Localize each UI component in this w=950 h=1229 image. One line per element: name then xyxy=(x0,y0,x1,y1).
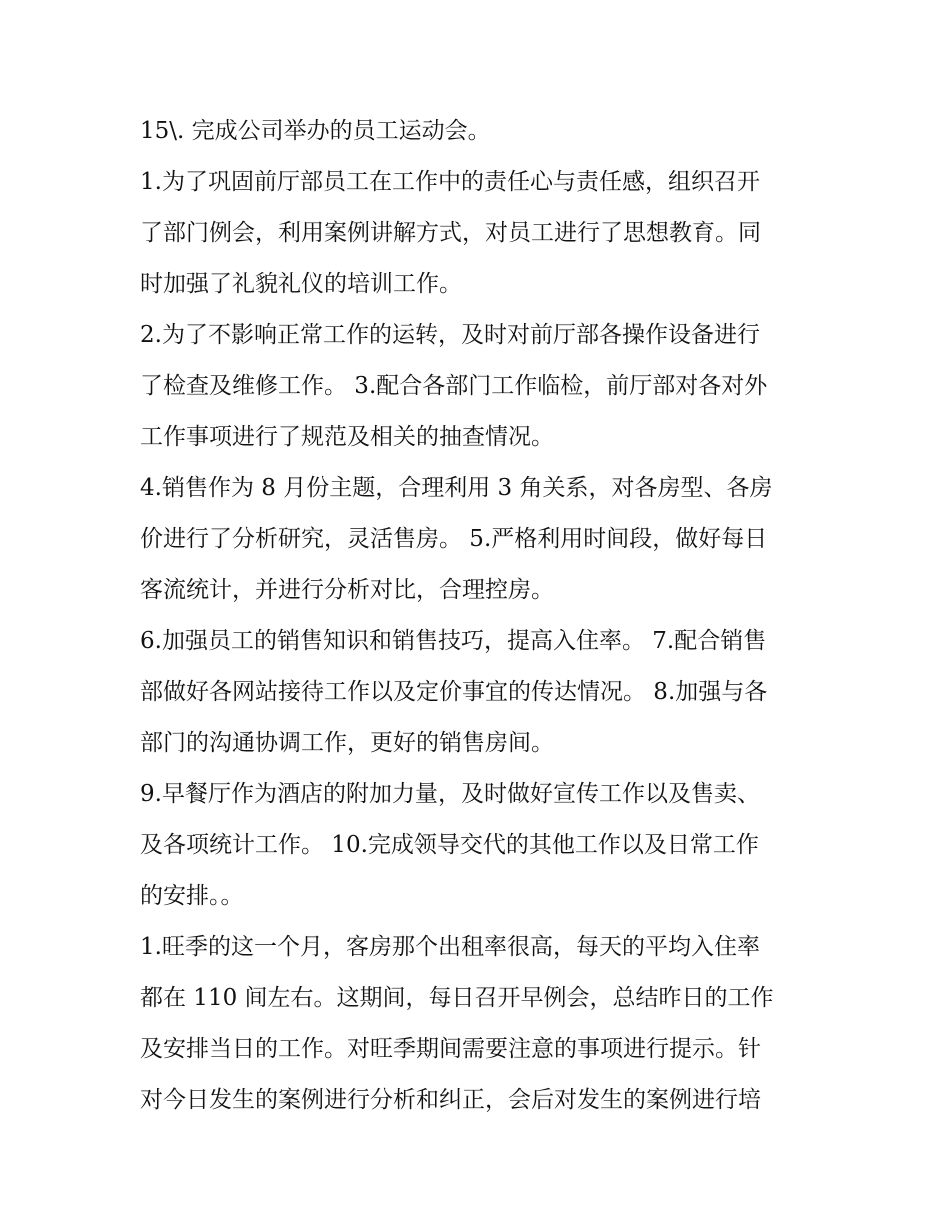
text-line: 15\. 完成公司举办的员工运动会。 xyxy=(140,118,491,144)
text-line: 工作事项进行了规范及相关的抽查情况。 xyxy=(140,424,554,450)
paragraph-item-9 xyxy=(140,769,820,922)
text-line: 了部门例会，利用案例讲解方式，对员工进行了思想教育。同 xyxy=(140,220,761,246)
paragraph-item-1-frontdesk xyxy=(140,157,820,310)
paragraph-item-15 xyxy=(140,106,820,157)
document-body xyxy=(140,106,820,1126)
text-line: 部门的沟通协调工作，更好的销售房间。 xyxy=(140,730,554,756)
text-line: 及各项统计工作。 10.完成领导交代的其他工作以及日常工作 xyxy=(140,832,759,858)
paragraph-item-4 xyxy=(140,463,820,616)
text-line: 及安排当日的工作。对旺季期间需要注意的事项进行提示。针 xyxy=(140,1036,761,1062)
paragraph-item-6 xyxy=(140,616,820,769)
text-line: 时加强了礼貌礼仪的培训工作。 xyxy=(140,271,462,297)
text-line: 了检查及维修工作。 3.配合各部门工作临检，前厅部对各对外 xyxy=(140,373,768,399)
text-line: 客流统计，并进行分析对比，合理控房。 xyxy=(140,577,554,603)
paragraph-item-2 xyxy=(140,310,820,463)
text-line: 6.加强员工的销售知识和销售技巧，提高入住率。 7.配合销售 xyxy=(140,628,767,654)
text-line: 1.旺季的这一个月，客房那个出租率很高，每天的平均入住率 xyxy=(140,934,760,960)
text-line: 都在 110 间左右。这期间，每日召开早例会，总结昨日的工作 xyxy=(140,985,774,1011)
text-line: 2.为了不影响正常工作的运转，及时对前厅部各操作设备进行 xyxy=(140,322,760,348)
text-line: 对今日发生的案例进行分析和纠正，会后对发生的案例进行培 xyxy=(140,1087,761,1113)
paragraph-item-1-peakseason xyxy=(140,922,820,1126)
text-line: 价进行了分析研究，灵活售房。 5.严格利用时间段，做好每日 xyxy=(140,526,768,552)
text-line: 部做好各网站接待工作以及定价事宜的传达情况。 8.加强与各 xyxy=(140,679,768,705)
text-line: 4.销售作为 8 月份主题，合理利用 3 角关系，对各房型、各房 xyxy=(140,475,773,501)
text-line: 的安排。。 xyxy=(140,883,244,909)
text-line: 9.早餐厅作为酒店的附加力量，及时做好宣传工作以及售卖、 xyxy=(140,781,760,807)
text-line: 1.为了巩固前厅部员工在工作中的责任心与责任感，组织召开 xyxy=(140,169,760,195)
